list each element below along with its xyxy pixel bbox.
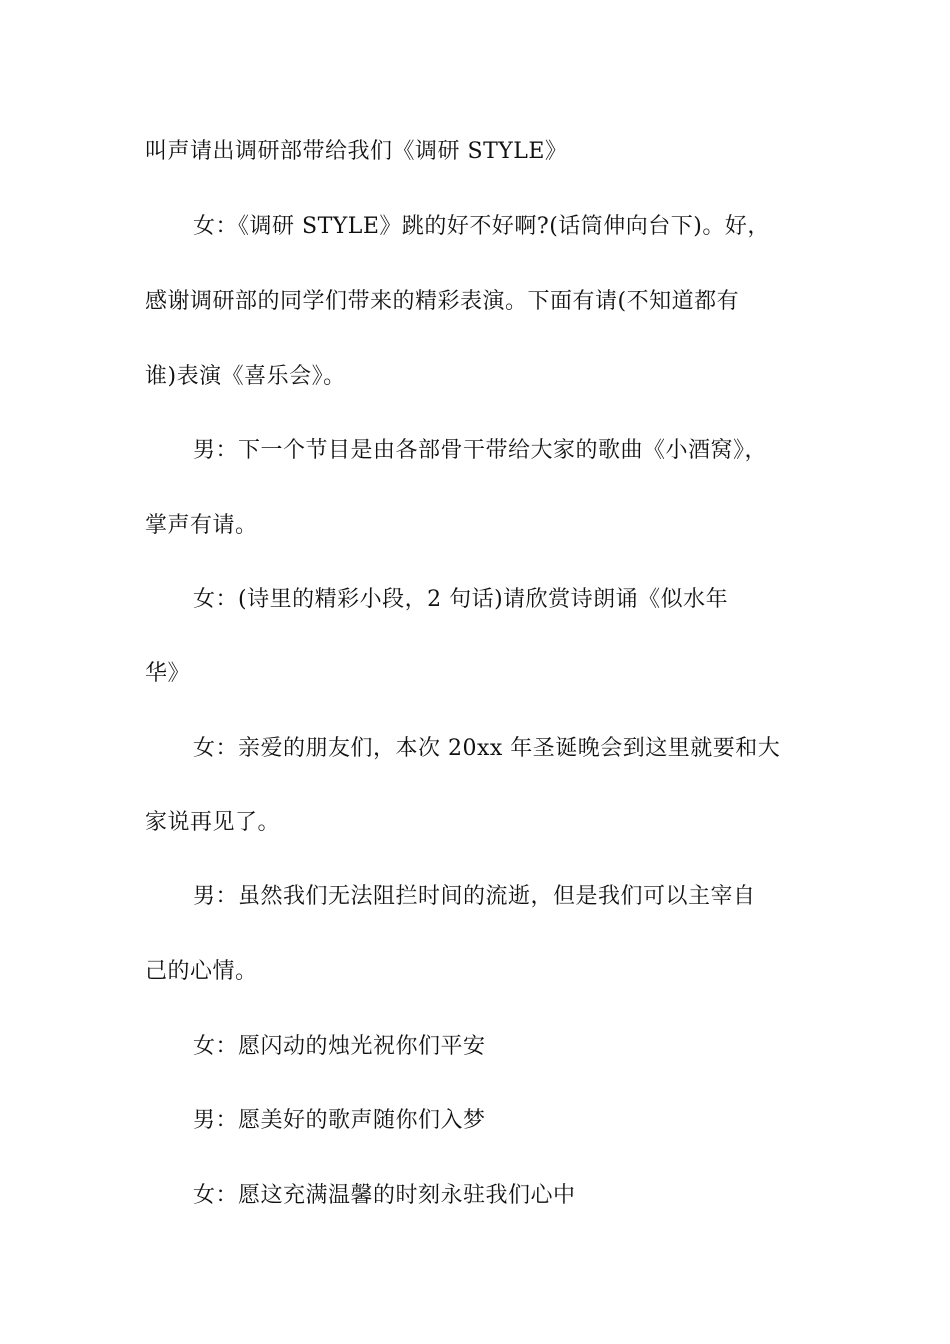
text-line: 谁)表演《喜乐会》。 <box>145 364 346 389</box>
text-line: 掌声有请。 <box>145 513 258 538</box>
text-line: 感谢调研部的同学们带来的精彩表演。下面有请(不知道都有 <box>145 289 740 314</box>
text-line: 女：《调研 STYLE》跳的好不好啊?(话筒伸向台下)。好， <box>193 214 770 239</box>
text-line: 女：愿这充满温馨的时刻永驻我们心中 <box>193 1183 576 1208</box>
text-line: 华》 <box>145 661 191 686</box>
text-line: 己的心情。 <box>145 959 258 984</box>
text-line: 男：下一个节目是由各部骨干带给大家的歌曲《小酒窝》， <box>193 438 768 463</box>
text-line: 男：愿美好的歌声随你们入梦 <box>193 1108 486 1133</box>
text-line: 女：亲爱的朋友们，本次 20xx 年圣诞晚会到这里就要和大 <box>193 736 781 761</box>
text-line: 女：愿闪动的烛光祝你们平安 <box>193 1034 486 1059</box>
text-line: 男：虽然我们无法阻拦时间的流逝，但是我们可以主宰自 <box>193 884 756 909</box>
text-line: 家说再见了。 <box>145 810 281 835</box>
text-line: 叫声请出调研部带给我们《调研 STYLE》 <box>145 139 568 164</box>
text-line: 女：(诗里的精彩小段，2 句话)请欣赏诗朗诵《似水年 <box>193 587 729 612</box>
